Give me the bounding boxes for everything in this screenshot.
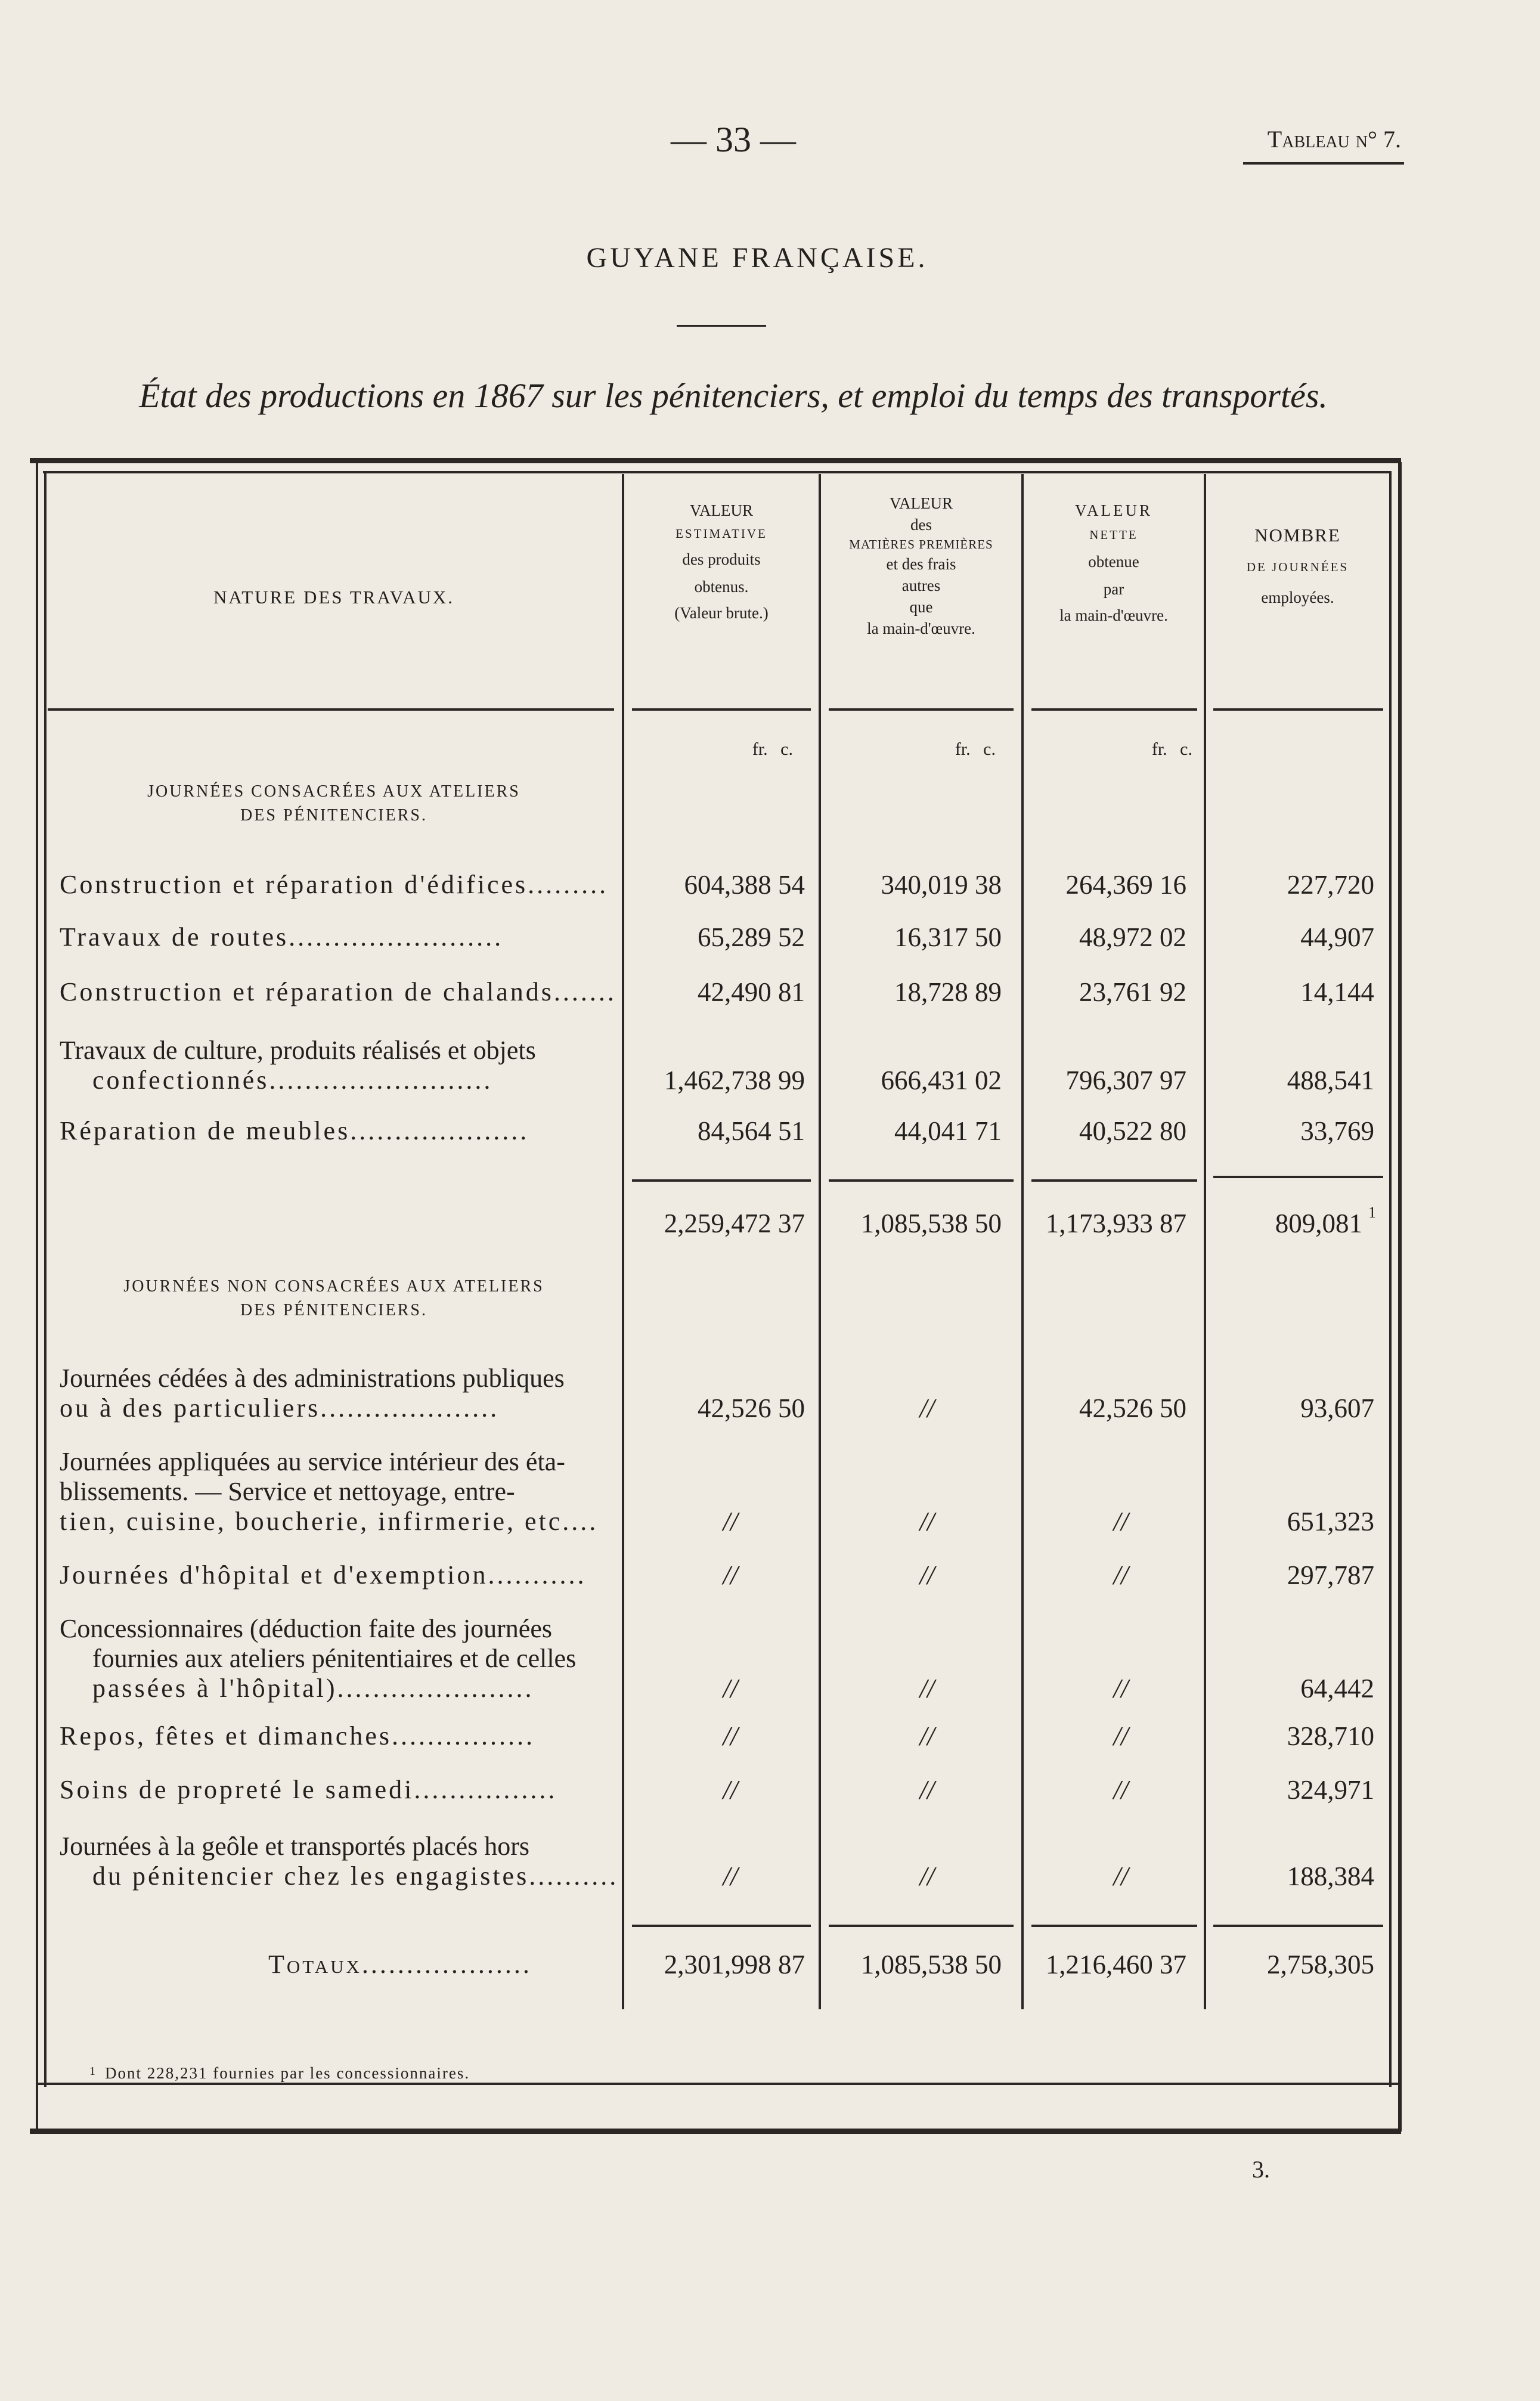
header-col-workdays bbox=[1206, 523, 1389, 608]
row-label: blissements. — Service et nettoyage, entre- bbox=[60, 1477, 515, 1506]
header-line: NOMBRE bbox=[1254, 525, 1341, 546]
row-label: Travaux de culture, produits réalisés et objets bbox=[60, 1036, 536, 1065]
header-nature: NATURE DES TRAVAUX. bbox=[213, 587, 455, 608]
heading-rule bbox=[677, 325, 766, 327]
table-bottom-border bbox=[30, 2129, 1401, 2134]
table-row bbox=[60, 1115, 1383, 1147]
header-line: DE JOURNÉES bbox=[1246, 560, 1349, 574]
row-label: Repos, fêtes et dimanches................ bbox=[60, 1721, 535, 1751]
table-row bbox=[60, 1446, 1383, 1541]
table-row bbox=[60, 869, 1383, 901]
totals-rule-2 bbox=[829, 1925, 1014, 1927]
total-gross-value: 2,301,998 87 bbox=[664, 1950, 805, 1979]
table-inner-left-border bbox=[44, 471, 47, 2087]
totals-row bbox=[60, 1948, 1383, 1981]
section-heading-line: JOURNÉES NON CONSACRÉES AUX ATELIERS bbox=[123, 1277, 544, 1296]
row-label: tien, cuisine, boucherie, infirmerie, etc.... bbox=[60, 1507, 599, 1536]
cell-raw-materials: // bbox=[919, 1560, 935, 1590]
table-row bbox=[60, 1613, 1383, 1708]
cell-workdays: 33,769 bbox=[1300, 1116, 1374, 1146]
cell-workdays: 328,710 bbox=[1287, 1721, 1374, 1751]
section-heading-line: JOURNÉES CONSACRÉES AUX ATELIERS bbox=[147, 782, 520, 801]
unit-label-1: fr. c. bbox=[752, 739, 793, 759]
subtotal-rule-3 bbox=[1031, 1179, 1197, 1182]
unit-label-3: fr. c. bbox=[1151, 739, 1192, 759]
table-row bbox=[60, 1774, 1383, 1806]
cell-gross-value: 42,490 81 bbox=[698, 977, 805, 1007]
page-footer-number: 3. bbox=[1252, 2156, 1270, 2183]
cell-gross-value: // bbox=[723, 1775, 738, 1805]
subtotal-rule-1 bbox=[632, 1179, 811, 1182]
cell-net-value: 42,526 50 bbox=[1079, 1393, 1186, 1423]
table-row bbox=[60, 1559, 1383, 1591]
header-line: obtenue bbox=[1088, 553, 1139, 571]
unit-label-2: fr. c. bbox=[955, 739, 996, 759]
row-label: Concessionnaires (déduction faite des journées bbox=[60, 1614, 552, 1643]
header-separator-3 bbox=[1031, 708, 1197, 711]
cell-workdays: 14,144 bbox=[1300, 977, 1374, 1007]
header-line: NETTE bbox=[1089, 528, 1138, 542]
cell-net-value: 264,369 16 bbox=[1065, 870, 1186, 900]
row-label: Travaux de routes........................ bbox=[60, 922, 504, 952]
table-top-border bbox=[30, 458, 1401, 463]
cell-raw-materials: 16,317 50 bbox=[894, 922, 1002, 952]
totals-label: Totaux................... bbox=[268, 1950, 532, 1979]
row-label: Journées d'hôpital et d'exemption........... bbox=[60, 1560, 587, 1590]
header-line: (Valeur brute.) bbox=[674, 604, 769, 622]
row-label: Soins de propreté le samedi................ bbox=[60, 1775, 557, 1804]
cell-net-value: // bbox=[1113, 1721, 1129, 1751]
footnote-text: Dont 228,231 fournies par les concessionnaires. bbox=[105, 2064, 470, 2082]
cell-gross-value: 1,462,738 99 bbox=[664, 1065, 805, 1095]
subtotal-gross-value: 2,259,472 37 bbox=[664, 1209, 805, 1238]
header-col-gross-value bbox=[624, 500, 819, 624]
footnote bbox=[89, 2064, 805, 2083]
section-heading-line: DES PÉNITENCIERS. bbox=[240, 1301, 427, 1319]
cell-raw-materials: 666,431 02 bbox=[881, 1065, 1002, 1095]
cell-raw-materials: 340,019 38 bbox=[881, 870, 1002, 900]
totals-rule-1 bbox=[632, 1925, 811, 1927]
row-label: du pénitencier chez les engagistes.......... bbox=[92, 1861, 619, 1891]
table-inner-top-border bbox=[43, 471, 1390, 473]
header-col-net-value bbox=[1024, 500, 1204, 626]
header-line: obtenus. bbox=[694, 578, 749, 596]
header-line: employées. bbox=[1261, 588, 1334, 606]
cell-raw-materials: // bbox=[919, 1861, 935, 1891]
header-line: VALEUR bbox=[689, 501, 753, 519]
table-row bbox=[60, 921, 1383, 953]
subtotal-net-value: 1,173,933 87 bbox=[1045, 1209, 1186, 1238]
cell-gross-value: // bbox=[723, 1560, 738, 1590]
cell-net-value: 796,307 97 bbox=[1065, 1065, 1186, 1095]
cell-gross-value: 65,289 52 bbox=[698, 922, 805, 952]
cell-raw-materials: // bbox=[919, 1674, 935, 1703]
row-label: Journées à la geôle et transportés placés hors bbox=[60, 1832, 530, 1861]
row-label: Construction et réparation d'édifices......... bbox=[60, 870, 609, 899]
total-workdays: 2,758,305 bbox=[1267, 1950, 1374, 1979]
header-line: VALEUR bbox=[1074, 501, 1152, 519]
subtotal-rule-2 bbox=[829, 1179, 1014, 1182]
cell-workdays: 227,720 bbox=[1287, 870, 1374, 900]
header-separator-label bbox=[48, 708, 614, 711]
total-net-value: 1,216,460 37 bbox=[1045, 1950, 1186, 1979]
row-label: Journées appliquées au service intérieur des éta- bbox=[60, 1447, 565, 1476]
cell-net-value: 23,761 92 bbox=[1079, 977, 1186, 1007]
cell-net-value: // bbox=[1113, 1507, 1129, 1536]
section-heading-line: DES PÉNITENCIERS. bbox=[240, 806, 427, 825]
cell-net-value: // bbox=[1113, 1560, 1129, 1590]
cell-workdays: 44,907 bbox=[1300, 922, 1374, 952]
header-separator-4 bbox=[1213, 708, 1383, 711]
row-label: Construction et réparation de chalands....... bbox=[60, 977, 616, 1006]
cell-raw-materials: // bbox=[919, 1775, 935, 1805]
header-line: VALEUR bbox=[889, 494, 953, 512]
cell-gross-value: 604,388 54 bbox=[684, 870, 805, 900]
header-line: ESTIMATIVE bbox=[676, 526, 767, 541]
cell-net-value: 48,972 02 bbox=[1079, 922, 1186, 952]
table-inner-right-border bbox=[1389, 471, 1392, 2087]
header-separator-1 bbox=[632, 708, 811, 711]
subtotal-rule-4 bbox=[1213, 1176, 1383, 1178]
cell-gross-value: // bbox=[723, 1674, 738, 1703]
header-line: autres bbox=[901, 577, 941, 594]
cell-workdays: 651,323 bbox=[1287, 1507, 1374, 1536]
cell-workdays: 188,384 bbox=[1287, 1861, 1374, 1891]
row-label: confectionnés......................... bbox=[92, 1065, 493, 1095]
table-row bbox=[60, 1720, 1383, 1752]
table-row bbox=[60, 1830, 1383, 1896]
row-label: Journées cédées à des administrations publiques bbox=[60, 1364, 565, 1393]
subtotal-raw-materials: 1,085,538 50 bbox=[860, 1209, 1002, 1238]
header-line: des produits bbox=[682, 550, 761, 568]
row-label: Réparation de meubles.................... bbox=[60, 1116, 529, 1145]
cell-net-value: // bbox=[1113, 1861, 1129, 1891]
header-col-raw-materials bbox=[821, 492, 1021, 639]
table-row bbox=[60, 976, 1383, 1008]
table-row bbox=[60, 1362, 1383, 1428]
header-line: MATIÈRES PREMIÈRES bbox=[849, 537, 993, 552]
cell-raw-materials: 18,728 89 bbox=[894, 977, 1002, 1007]
totals-rule-3 bbox=[1031, 1925, 1197, 1927]
table-right-border bbox=[1398, 462, 1402, 2132]
cell-workdays: 64,442 bbox=[1300, 1674, 1374, 1703]
row-label: ou à des particuliers.................... bbox=[60, 1393, 500, 1423]
cell-raw-materials: 44,041 71 bbox=[894, 1116, 1002, 1146]
section-heading-ateliers bbox=[48, 780, 620, 828]
table-reference: Tableau n° 7. bbox=[1267, 126, 1401, 153]
table-reference-rule bbox=[1243, 162, 1404, 165]
header-line: des bbox=[910, 516, 932, 534]
table-left-border bbox=[36, 462, 38, 2132]
cell-net-value: // bbox=[1113, 1775, 1129, 1805]
header-line: la main-d'œuvre. bbox=[1059, 606, 1168, 624]
table-row bbox=[60, 1034, 1383, 1100]
footnote-reference: 1 bbox=[1368, 1204, 1376, 1221]
section-heading-non-ateliers bbox=[48, 1275, 620, 1322]
cell-workdays: 488,541 bbox=[1287, 1065, 1374, 1095]
cell-net-value: 40,522 80 bbox=[1079, 1116, 1186, 1146]
cell-raw-materials: // bbox=[919, 1721, 935, 1751]
region-heading: GUYANE FRANÇAISE. bbox=[586, 242, 928, 274]
table-footer-separator bbox=[36, 2083, 1401, 2085]
row-label: passées à l'hôpital)...................... bbox=[92, 1674, 534, 1703]
document-title: État des productions en 1867 sur les pénitenciers, et emploi du temps des transportés. bbox=[139, 376, 1328, 415]
page-number: — 33 — bbox=[671, 120, 796, 159]
row-label: fournies aux ateliers pénitentiaires et de celles bbox=[92, 1644, 577, 1673]
subtotal-row bbox=[60, 1204, 1383, 1240]
header-separator-2 bbox=[829, 708, 1014, 711]
total-raw-materials: 1,085,538 50 bbox=[860, 1950, 1002, 1979]
cell-gross-value: // bbox=[723, 1507, 738, 1536]
cell-gross-value: // bbox=[723, 1721, 738, 1751]
cell-workdays: 324,971 bbox=[1287, 1775, 1374, 1805]
cell-gross-value: 42,526 50 bbox=[698, 1393, 805, 1423]
cell-raw-materials: // bbox=[919, 1507, 935, 1536]
header-line: que bbox=[909, 598, 933, 616]
cell-workdays: 297,787 bbox=[1287, 1560, 1374, 1590]
header-line: et des frais bbox=[886, 555, 956, 573]
footnote-mark: 1 bbox=[89, 2065, 97, 2078]
header-line: par bbox=[1103, 580, 1124, 598]
cell-raw-materials: // bbox=[919, 1393, 935, 1423]
cell-gross-value: 84,564 51 bbox=[698, 1116, 805, 1146]
totals-rule-4 bbox=[1213, 1925, 1383, 1927]
subtotal-workdays: 809,081 bbox=[1275, 1209, 1362, 1238]
cell-net-value: // bbox=[1113, 1674, 1129, 1703]
header-line: la main-d'œuvre. bbox=[867, 619, 975, 637]
cell-gross-value: // bbox=[723, 1861, 738, 1891]
cell-workdays: 93,607 bbox=[1300, 1393, 1374, 1423]
